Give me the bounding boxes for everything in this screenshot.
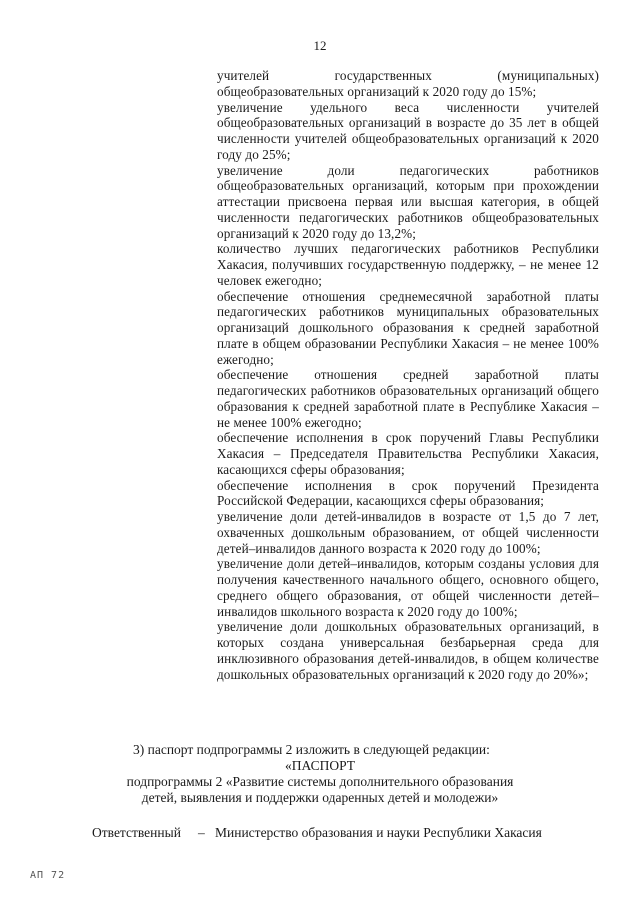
list-item: количество лучших педагогических работников Республики Хакасия, получивших государственную поддержку, – не менее 12 человек ежегодно; [217,241,599,288]
responsible-dash: – [198,825,205,840]
list-item: обеспечение исполнения в срок поручений Президента Российской Федерации, касающихся сферы образования; [217,477,599,509]
list-item: учителей государственных (муниципальных) общеобразовательных организаций к 2020 году до 15%; [217,68,599,99]
page-number: 12 [313,38,327,53]
subprogram-name [0,774,640,806]
responsible-value: Министерство образования и науки Республики Хакасия [215,825,542,840]
list-item: увеличение удельного веса численности учителей общеобразовательных организаций в возрасте до 35 лет в общей численности учителей общеобразовательных организаций к 2020 году до 25%; [217,99,599,162]
list-item: увеличение доли педагогических работников общеобразовательных организаций, которым при прохождении аттестации присвоена первая или высшая категория, в общей численности педагогических работников общеобразовательных организаций к 2020 году до 13,2%; [217,162,599,241]
subprogram-name-line-1: подпрограммы 2 «Развитие системы дополнительного образования [126,774,514,789]
list-item: увеличение доли дошкольных образовательных организаций, в которых создана универсальная безбарьерная среда для инклюзивного образования детей-инвалидов, в общем количестве дошкольных образовательных организаций к 2020 году до 20%»; [217,619,599,682]
amendment-instruction: 3) паспорт подпрограммы 2 изложить в следующей редакции: [133,742,490,757]
goals-list [217,68,599,682]
subprogram-name-line-2: детей, выявления и поддержки одаренных детей и молодежи» [141,790,499,805]
list-item: обеспечение отношения средней заработной платы педагогических работников образовательных организаций общего образования к средней заработной плате в Республике Хакасия – не менее 100% ежегодно; [217,367,599,430]
list-item: увеличение доли детей–инвалидов, которым созданы условия для получения качественного начального общего, основного общего, среднего общего образования, от общей численности детей–инвалидов школьного возраста к 2020 году до 100%; [217,556,599,619]
list-item: увеличение доли детей-инвалидов в возрасте от 1,5 до 7 лет, охваченных дошкольным образованием, от общей численности детей–инвалидов данного возраста к 2020 году до 100%; [217,509,599,556]
list-item: обеспечение исполнения в срок поручений Главы Республики Хакасия – Председателя Правительства Республики Хакасия, касающихся сферы образования; [217,430,599,477]
responsible-label: Ответственный [92,825,181,840]
footer-mark: АП 72 [30,870,66,881]
list-item: обеспечение отношения среднемесячной заработной платы педагогических работников муниципальных образовательных организаций дошкольного образования к средней заработной плате в общем образовании Республики Хакасия – не менее 100% ежегодно; [217,288,599,367]
passport-title: «ПАСПОРТ [285,758,355,773]
